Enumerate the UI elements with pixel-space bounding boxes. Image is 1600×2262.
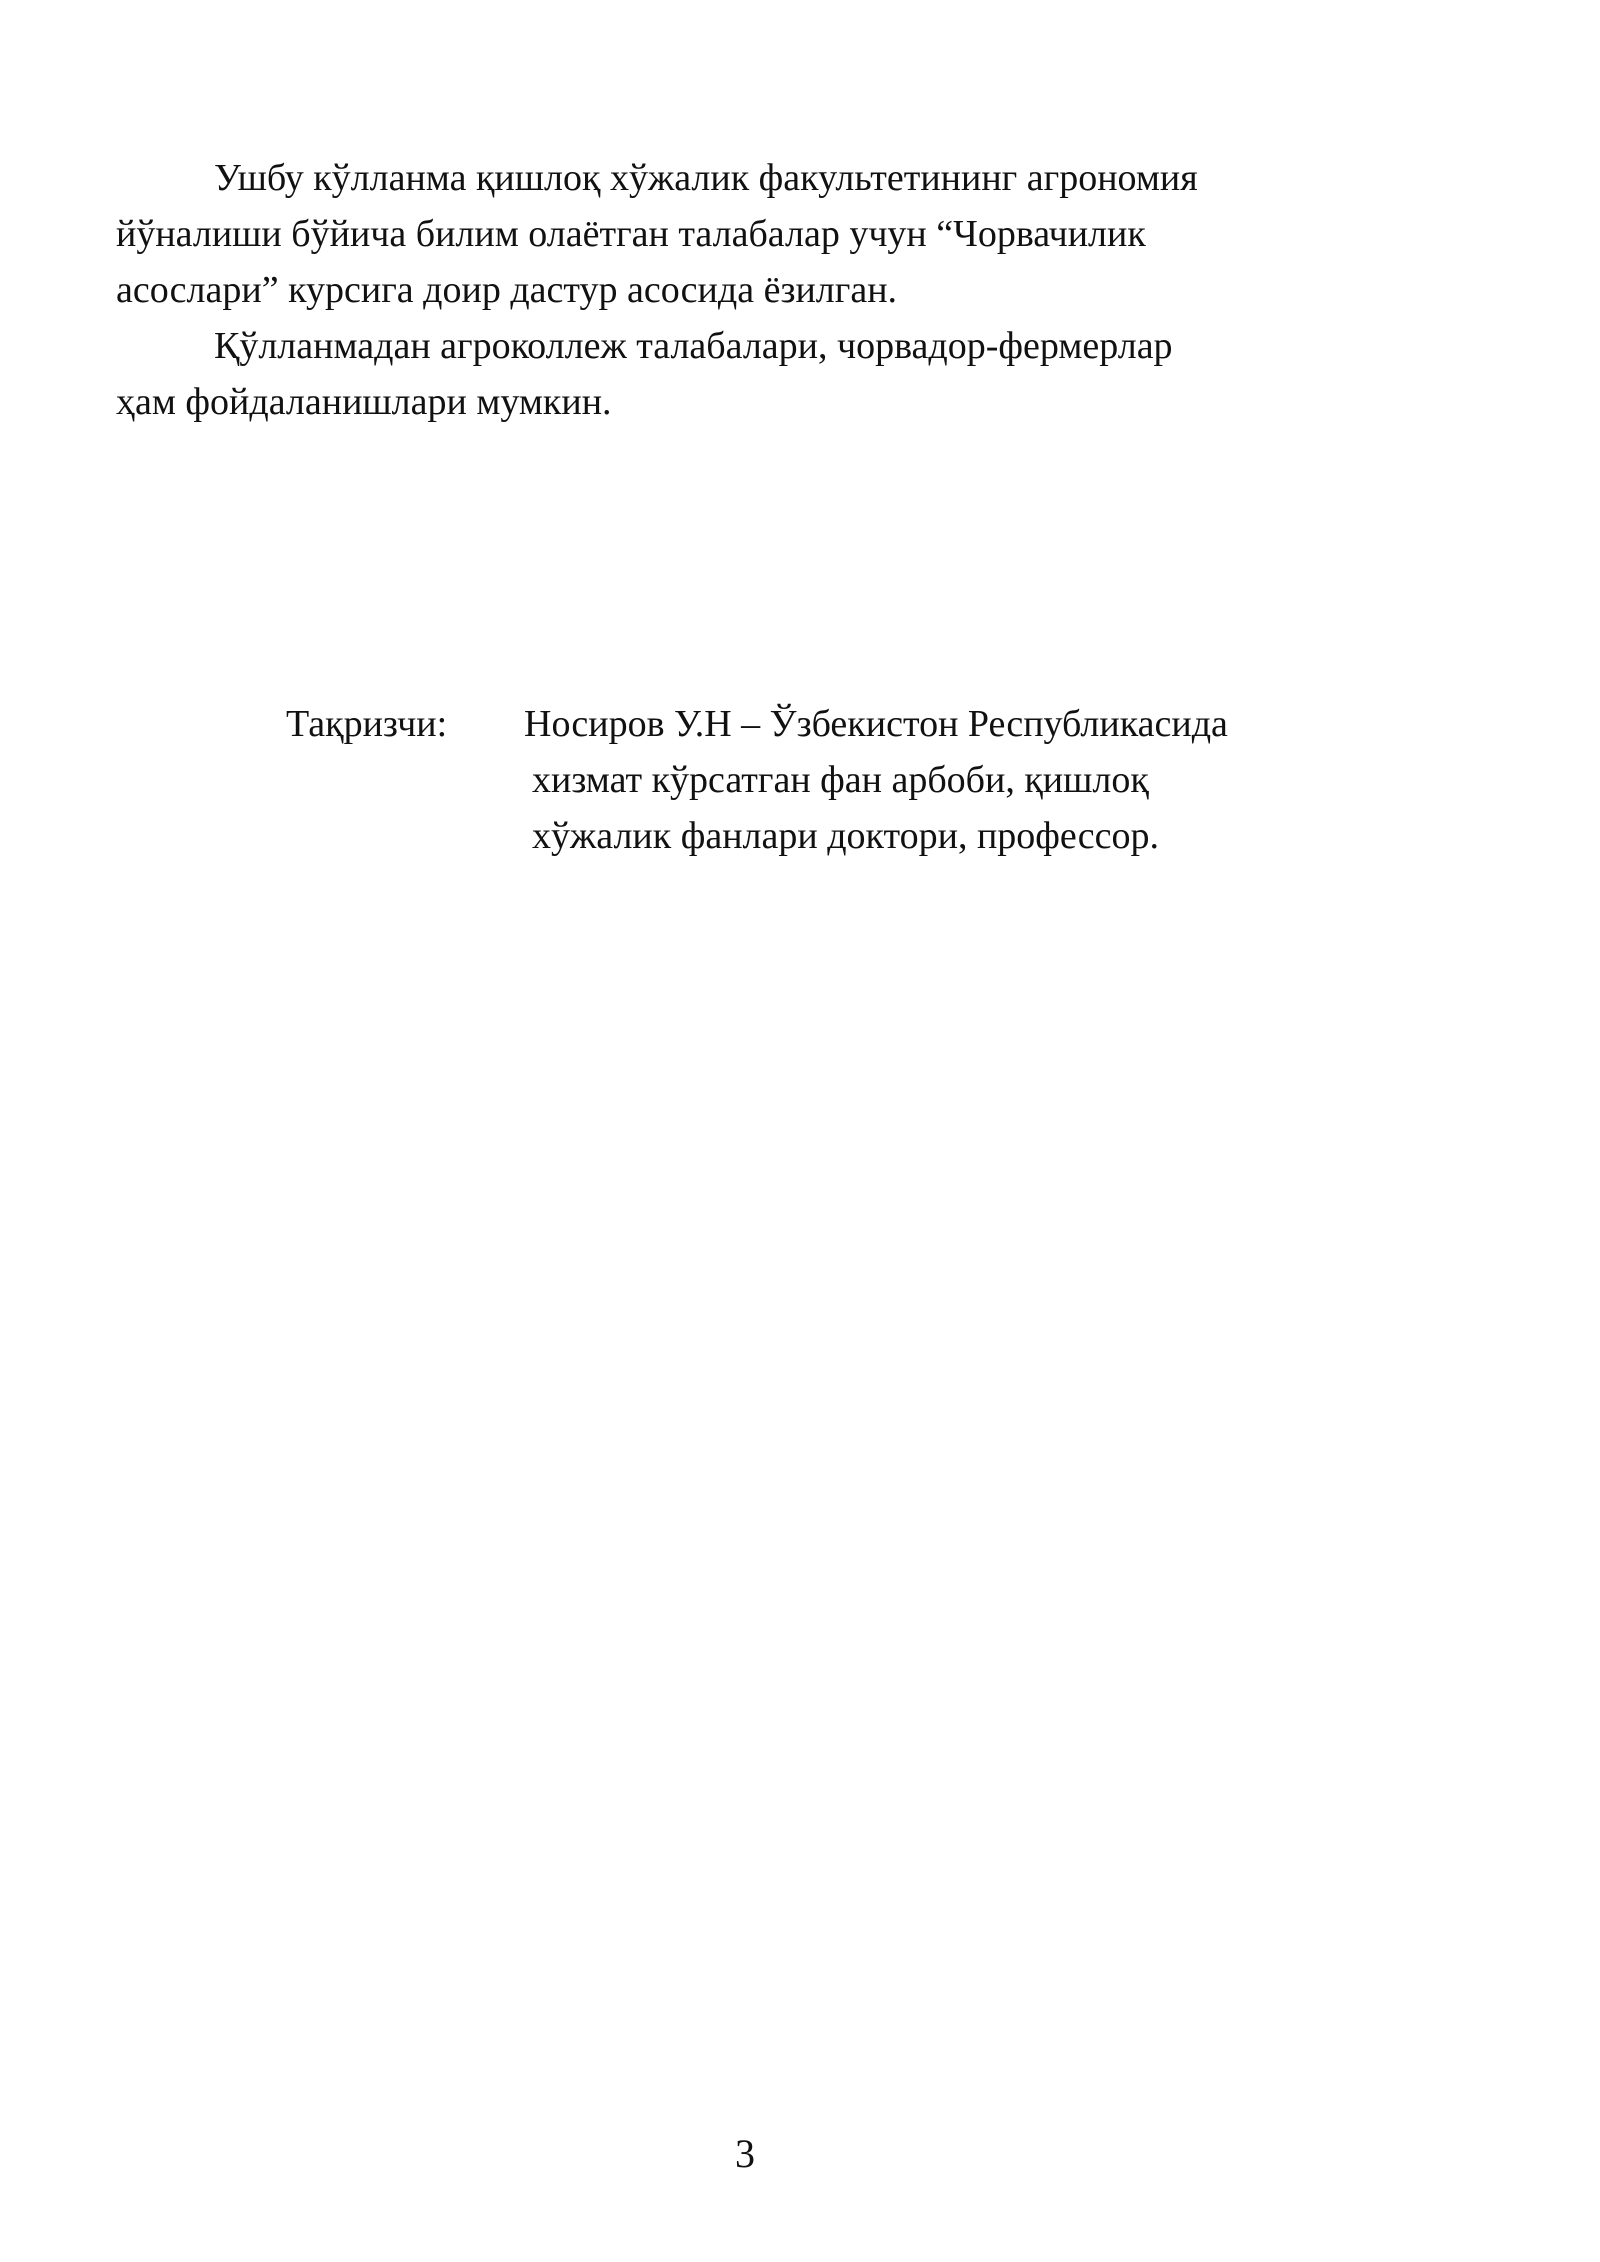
reviewer-line-2: хизмат кўрсатган фан арбоби, қишлоқ — [532, 759, 1149, 801]
intro-paragraph-2-line-2: ҳам фойдаланишлари мумкин. — [116, 381, 612, 423]
reviewer-line-1: Носиров У.Н – Ўзбекистон Республикасида — [524, 703, 1228, 745]
reviewer-line-3: хўжалик фанлари доктори, профессор. — [532, 815, 1159, 857]
reviewer-label: Тақризчи: — [286, 703, 448, 745]
reviewer-details — [524, 696, 1228, 864]
page-number: 3 — [735, 2131, 755, 2176]
intro-paragraph-2-line-1: Қўлланмадан агроколлеж талабалари, чорвадор-фермерлар — [214, 325, 1173, 367]
intro-paragraph-1-line-2: йўналиши бўйича билим олаётган талабалар учун “Чорвачилик — [116, 213, 1146, 255]
intro-text — [116, 150, 1416, 430]
intro-paragraph-1-line-1: Ушбу кўлланма қишлоқ хўжалик факультетининг агрономия — [214, 157, 1198, 199]
intro-paragraph-1-line-3: асослари” курсига доир дастур асосида ёзилган. — [116, 269, 898, 311]
